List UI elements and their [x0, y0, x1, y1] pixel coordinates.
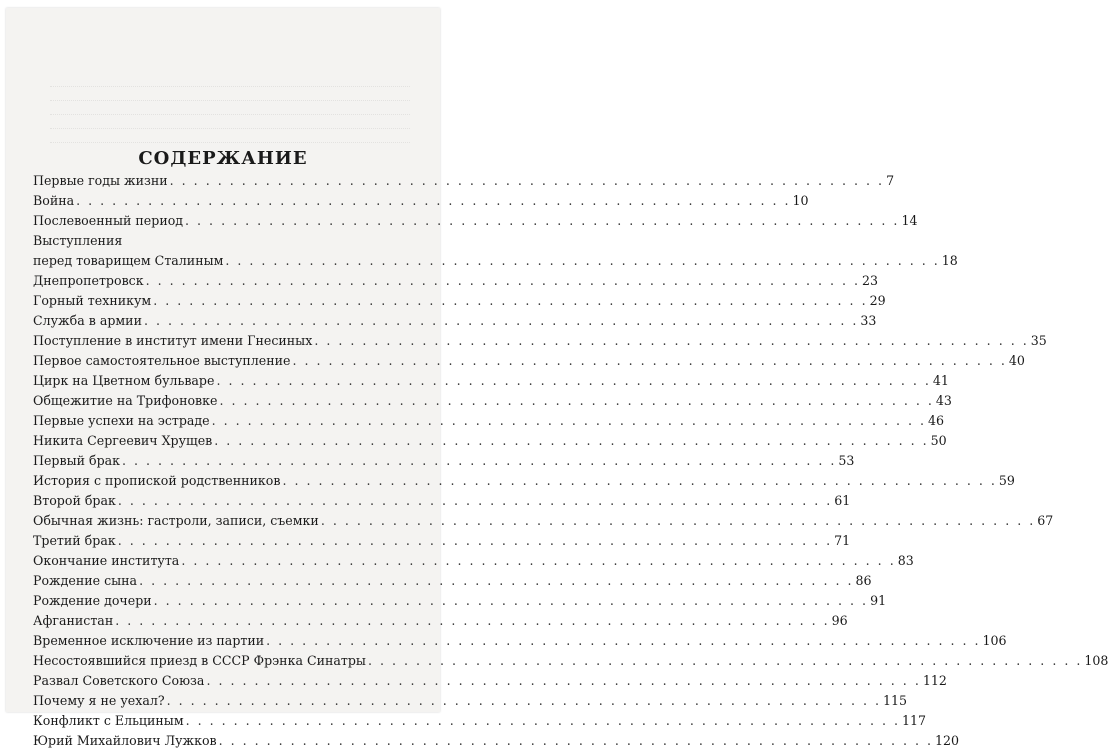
toc-entry-page: 120 [935, 733, 960, 748]
toc-entry-title: Днепропетровск [33, 273, 144, 288]
toc-entry[interactable] [33, 491, 851, 511]
toc-entry-title: Юрий Михайлович Лужков [33, 733, 217, 748]
toc-entry[interactable] [33, 351, 1025, 371]
toc-entry[interactable] [33, 671, 947, 691]
toc-entry[interactable] [33, 531, 851, 551]
toc-entry-title: Первые успехи на эстраде [33, 413, 210, 428]
toc-entry-title: Конфликт с Ельциным [33, 713, 184, 728]
toc-entry[interactable] [33, 571, 872, 591]
toc-entry[interactable] [33, 331, 1047, 351]
toc-entry-title: Несостоявшийся приезд в СССР Фрэнка Синатры [33, 653, 366, 668]
toc-entry-page: 10 [792, 193, 809, 208]
toc-entry[interactable] [33, 371, 949, 391]
toc-entry-page: 112 [922, 673, 947, 688]
toc-entry-page: 29 [869, 293, 886, 308]
book-page [6, 8, 1108, 748]
toc-entry-title: Рождение сына [33, 573, 138, 588]
toc-entry-title: перед товарищем Сталиным [33, 253, 224, 268]
toc-entry-page: 91 [870, 593, 887, 608]
toc-entry[interactable] [33, 651, 1108, 671]
toc-entry-title: Первый брак [33, 453, 121, 468]
toc-entry[interactable] [33, 251, 958, 271]
dot-leader [181, 551, 895, 571]
toc-entry-title: Второй брак [33, 493, 116, 508]
toc-entry[interactable] [33, 511, 1054, 531]
toc-entry-page: 41 [932, 373, 949, 388]
toc-entry[interactable] [33, 171, 895, 191]
toc-entry-title: Общежитие на Трифоновке [33, 393, 218, 408]
dot-leader [219, 391, 933, 411]
toc-entry-title: Служба в армии [33, 313, 142, 328]
toc-entry-page: 14 [901, 213, 918, 228]
toc-entry-page: 67 [1037, 513, 1054, 528]
toc-entry[interactable] [33, 411, 945, 431]
dot-leader [122, 451, 836, 471]
toc-entry-title: Горный техникум [33, 293, 152, 308]
dot-leader [292, 351, 1006, 371]
dot-leader [214, 431, 928, 451]
toc-entry[interactable] [33, 631, 1007, 651]
toc-entry[interactable] [33, 451, 855, 471]
toc-entry-title: Временное исключение из партии [33, 633, 265, 648]
toc-entry-title: Первые годы жизни [33, 173, 168, 188]
dot-leader [115, 611, 829, 631]
bleed-through-text [26, 48, 416, 163]
toc-entry-page: 18 [941, 253, 958, 268]
toc-entry-title: Обычная жизнь: гастроли, записи, съемки [33, 513, 319, 528]
toc-entry[interactable] [33, 471, 1015, 491]
dot-leader [314, 331, 1028, 351]
dot-leader [146, 271, 860, 291]
toc-entry-page: 86 [855, 573, 872, 588]
toc-entry[interactable] [33, 611, 848, 631]
toc-entry-title: Послевоенный период [33, 213, 184, 228]
dot-leader [212, 411, 926, 431]
toc-entry-title: Почему я не уехал? [33, 693, 165, 708]
toc-entry-page: 7 [886, 173, 895, 188]
dot-leader [118, 531, 832, 551]
dot-leader [282, 471, 996, 491]
toc-entry[interactable] [33, 211, 918, 231]
toc-entry-page: 115 [882, 693, 908, 708]
dot-leader [368, 651, 1082, 671]
toc-entry-page: 71 [834, 533, 851, 548]
toc-entry[interactable] [33, 431, 947, 451]
dot-leader [321, 511, 1035, 531]
toc-entry-page: 117 [902, 713, 927, 728]
dot-leader [139, 571, 853, 591]
toc-entry-page: 23 [862, 273, 879, 288]
toc-entry-title: Война [33, 193, 75, 208]
toc-entry-page: 108 [1084, 653, 1108, 668]
toc-entry-title: Цирк на Цветном бульваре [33, 373, 215, 388]
dot-leader [206, 671, 920, 691]
toc-entry-page: 61 [834, 493, 851, 508]
dot-leader [76, 191, 790, 211]
dot-leader [170, 171, 884, 191]
toc-entry-page: 83 [897, 553, 914, 568]
dot-leader [118, 491, 832, 511]
toc-entry-title: История с пропиской родственников [33, 473, 281, 488]
dot-leader [216, 371, 930, 391]
dot-leader [219, 731, 933, 751]
dot-leader [225, 251, 939, 271]
toc-entry[interactable] [33, 691, 908, 711]
toc-entry-page: 46 [928, 413, 945, 428]
dot-leader [266, 631, 980, 651]
toc-entry-title: Третий брак [33, 533, 116, 548]
toc-entry-page: 40 [1008, 353, 1025, 368]
toc-entry-title-line1: Выступления [33, 233, 123, 248]
toc-entry-title: Развал Советского Союза [33, 673, 205, 688]
toc-entry-page: 106 [982, 633, 1007, 648]
toc-entry-page: 33 [860, 313, 877, 328]
toc-entry[interactable] [33, 551, 914, 571]
toc-entry[interactable] [33, 591, 887, 611]
toc-entry-page: 35 [1030, 333, 1047, 348]
dot-leader [144, 311, 858, 331]
toc-entry-title: Рождение дочери [33, 593, 152, 608]
toc-entry[interactable] [33, 311, 877, 331]
toc-entry-title: Окончание института [33, 553, 180, 568]
dot-leader [154, 591, 868, 611]
toc-entry-page: 53 [838, 453, 855, 468]
dot-leader [167, 691, 881, 711]
toc-entry-page: 59 [998, 473, 1015, 488]
toc-entry-title: Никита Сергеевич Хрущев [33, 433, 213, 448]
toc-entry[interactable] [33, 391, 952, 411]
toc-entry[interactable] [33, 191, 809, 211]
toc-entry[interactable] [33, 291, 886, 311]
toc-entry[interactable] [33, 711, 927, 731]
dot-leader [153, 291, 867, 311]
toc-entry-page: 43 [935, 393, 952, 408]
toc-entry-page: 50 [930, 433, 947, 448]
toc-entry-title: Поступление в институт имени Гнесиных [33, 333, 313, 348]
toc-entry-title: Первое самостоятельное выступление [33, 353, 291, 368]
toc-entry-page: 96 [831, 613, 848, 628]
toc-entry[interactable] [33, 731, 960, 751]
dot-leader [186, 711, 900, 731]
dot-leader [185, 211, 899, 231]
toc-entry[interactable] [33, 271, 879, 291]
toc-title: СОДЕРЖАНИЕ [138, 148, 308, 169]
toc-entry-title: Афганистан [33, 613, 114, 628]
